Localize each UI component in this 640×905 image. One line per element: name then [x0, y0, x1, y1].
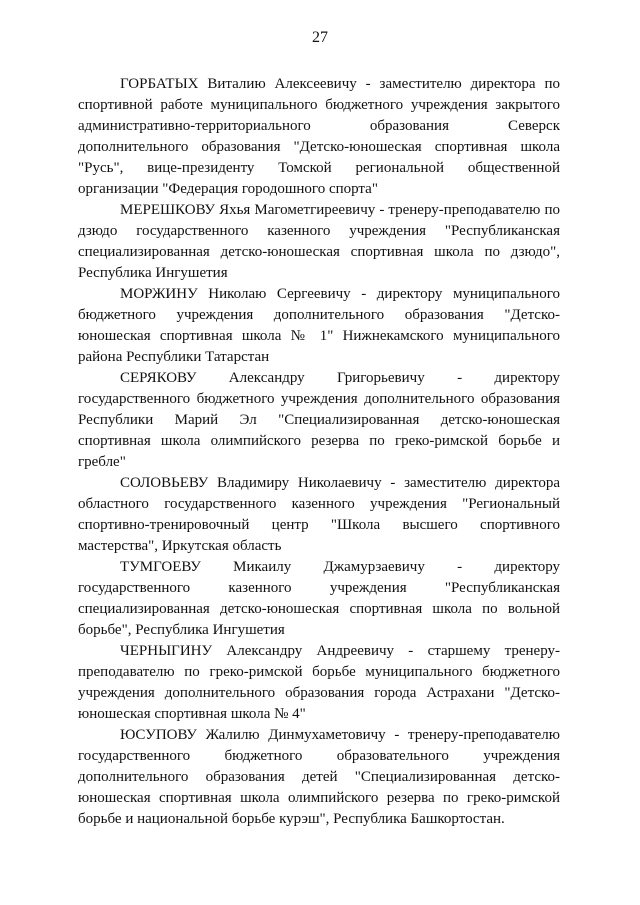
award-list: [78, 74, 560, 830]
award-entry-gorbatykh: ГОРБАТЫХ Виталию Алексеевичу - заместителю директора по спортивной работе муниципального бюджетного учреждения закрытого административно-территориального образования Северск дополнительного образования "Детско-юношеская спортивная школа "Русь", вице-президенту Томской региональной общественной организации "Федерация городошного спорта": [78, 76, 560, 197]
award-entry-mereshkov: МЕРЕШКОВУ Яхья Магометгиреевичу - тренеру-преподавателю по дзюдо государственного казенного учреждения "Республиканская специализированная детско-юношеская спортивная школа по дзюдо", Республика Ингушетия: [78, 202, 560, 281]
page-number: 27: [312, 29, 328, 46]
award-entry-chernygin: ЧЕРНЫГИНУ Александру Андреевичу - старшему тренеру-преподавателю по греко-римской борьбе муниципального бюджетного учреждения дополнительного образования города Астрахани "Детско-юношеская спортивная школа № 4": [78, 643, 560, 722]
award-entry-morzhin: МОРЖИНУ Николаю Сергеевичу - директору муниципального бюджетного учреждения дополнительного образования "Детско-юношеская спортивная школа № 1" Нижнекамского муниципального района Республики Татарстан: [78, 286, 560, 365]
award-entry-yusupov: ЮСУПОВУ Жалилю Динмухаметовичу - тренеру-преподавателю государственного бюджетного образовательного учреждения дополнительного образования детей "Специализированная детско-юношеская спортивная школа олимпийского резерва по греко-римской борьбе и национальной борьбе курэш", Республика Башкортостан.: [78, 727, 560, 827]
award-entry-solovyev: СОЛОВЬЕВУ Владимиру Николаевичу - заместителю директора областного государственного казенного учреждения "Региональный спортивно-тренировочный центр "Школа высшего спортивного мастерства", Иркутская область: [78, 475, 560, 554]
award-entry-tumgoev: ТУМГОЕВУ Микаилу Джамурзаевичу - директору государственного казенного учреждения "Республиканская специализированная детско-юношеская спортивная школа по вольной борьбе", Республика Ингушетия: [78, 559, 560, 638]
award-entry-seryakov: СЕРЯКОВУ Александру Григорьевичу - директору государственного бюджетного учреждения дополнительного образования Республики Марий Эл "Специализированная детско-юношеская спортивная школа олимпийского резерва по греко-римской борьбе и гребле": [78, 370, 560, 470]
